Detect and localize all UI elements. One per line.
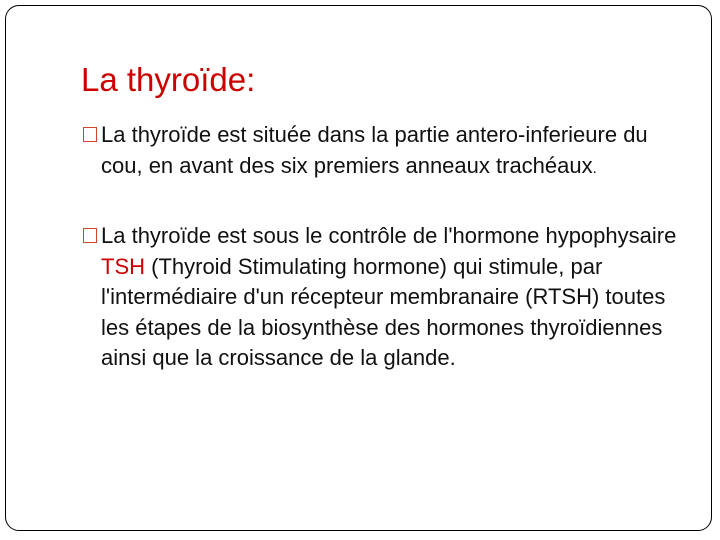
square-bullet-icon	[83, 127, 97, 142]
bullet-item-location	[80, 120, 680, 184]
slide-title: La thyroïde:	[81, 61, 256, 98]
bullet-text-location: La thyroïde est située dans la partie antero-inferieure du cou, en avant des six premiers anneaux trachéaux	[101, 122, 648, 178]
bullet-text-tsh-after: (Thyroid Stimulating hormone) qui stimule, par l'intermédiaire d'un récepteur membranaire (RTSH) toutes les étapes de la biosynthèse des hormones thyroïdiennes ainsi que la croissance de la glande.	[101, 253, 666, 370]
square-bullet-icon	[83, 228, 97, 243]
bullet-list	[80, 120, 680, 374]
tsh-highlight: TSH	[101, 253, 145, 279]
bullet-item-tsh-control	[80, 221, 680, 374]
bullet-end-punctuation: .	[592, 159, 597, 177]
bullet-text-tsh-before: La thyroïde est sous le contrôle de l'hormone hypophysaire	[101, 223, 677, 248]
